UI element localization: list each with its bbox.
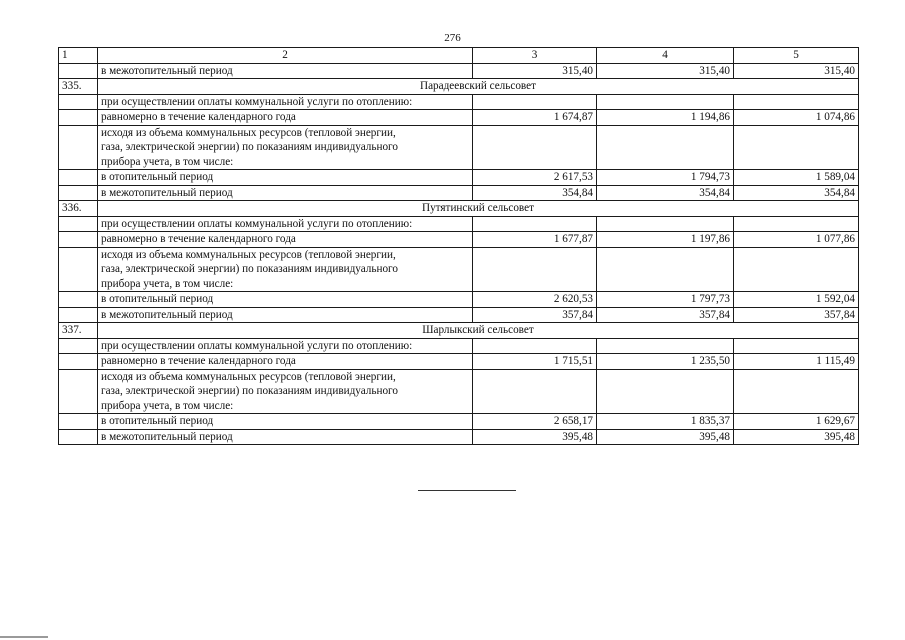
- table-row: [59, 307, 859, 323]
- value-col3: [473, 125, 597, 170]
- value-col4: 1 197,86: [597, 232, 734, 248]
- section-row: [59, 323, 859, 339]
- value-col5: [734, 125, 859, 170]
- row-label: при осуществлении оплаты коммунальной услуги по отоплению:: [98, 338, 473, 354]
- label-line: прибора учета, в том числе:: [101, 277, 234, 290]
- table-row: [59, 338, 859, 354]
- table-row: [59, 94, 859, 110]
- value-col4: [597, 338, 734, 354]
- table-row: [59, 232, 859, 248]
- row-number-cell: [59, 429, 98, 445]
- row-label: в отопительный период: [98, 292, 473, 308]
- row-number-cell: [59, 369, 98, 414]
- section-number: 337.: [59, 323, 98, 339]
- row-label: в межотопительный период: [98, 185, 473, 201]
- value-col4: [597, 125, 734, 170]
- value-col3: 1 677,87: [473, 232, 597, 248]
- value-col4: [597, 216, 734, 232]
- value-col3: 357,84: [473, 307, 597, 323]
- value-col4: 1 235,50: [597, 354, 734, 370]
- value-col3: 2 658,17: [473, 414, 597, 430]
- value-col3: 2 617,53: [473, 170, 597, 186]
- label-line: исходя из объема коммунальных ресурсов (тепловой энергии,: [101, 370, 396, 383]
- label-line: газа, электрической энергии) по показаниям индивидуального: [101, 263, 398, 275]
- label-line: исходя из объема коммунальных ресурсов (тепловой энергии,: [101, 248, 396, 261]
- section-row: [59, 201, 859, 217]
- value-col5: [734, 247, 859, 292]
- label-line: газа, электрической энергии) по показаниям индивидуального: [101, 141, 398, 153]
- section-row: [59, 79, 859, 95]
- value-col4: [597, 94, 734, 110]
- table-row: [59, 369, 859, 414]
- footer-separator-line: [418, 490, 516, 491]
- value-col5: 1 115,49: [734, 354, 859, 370]
- value-col5: 1 589,04: [734, 170, 859, 186]
- value-col3: 1 674,87: [473, 110, 597, 126]
- value-col5: 1 074,86: [734, 110, 859, 126]
- value-col5: [734, 94, 859, 110]
- row-number-cell: [59, 414, 98, 430]
- value-col3: 2 620,53: [473, 292, 597, 308]
- value-col5: 354,84: [734, 185, 859, 201]
- section-number: 335.: [59, 79, 98, 95]
- value-col3: [473, 247, 597, 292]
- table-row: [59, 429, 859, 445]
- column-header-3: 3: [473, 48, 597, 64]
- value-col4: 1 194,86: [597, 110, 734, 126]
- table-row: [59, 125, 859, 170]
- value-col4: 395,48: [597, 429, 734, 445]
- table-row: [59, 216, 859, 232]
- table-row: [59, 110, 859, 126]
- label-line: прибора учета, в том числе:: [101, 399, 234, 412]
- value-col5: 357,84: [734, 307, 859, 323]
- row-number-cell: [59, 170, 98, 186]
- value-col5: [734, 338, 859, 354]
- label-line: прибора учета, в том числе:: [101, 155, 234, 168]
- label-line: исходя из объема коммунальных ресурсов (тепловой энергии,: [101, 126, 396, 139]
- value-col5: [734, 369, 859, 414]
- section-title: Парадеевский сельсовет: [98, 79, 859, 95]
- row-number-cell: [59, 125, 98, 170]
- row-label: при осуществлении оплаты коммунальной услуги по отоплению:: [98, 216, 473, 232]
- row-label-multiline: [98, 369, 473, 414]
- value-col3: 395,48: [473, 429, 597, 445]
- value-col5: 1 077,86: [734, 232, 859, 248]
- value-col5: 315,40: [734, 63, 859, 79]
- label-line: газа, электрической энергии) по показаниям индивидуального: [101, 385, 398, 397]
- column-header-5: 5: [734, 48, 859, 64]
- value-col4: 1 797,73: [597, 292, 734, 308]
- row-number-cell: [59, 232, 98, 248]
- table-row: [59, 354, 859, 370]
- value-col3: 315,40: [473, 63, 597, 79]
- value-col4: 1 794,73: [597, 170, 734, 186]
- value-col5: 1 629,67: [734, 414, 859, 430]
- value-col3: [473, 94, 597, 110]
- value-col4: 1 835,37: [597, 414, 734, 430]
- row-label-multiline: [98, 125, 473, 170]
- row-label: в отопительный период: [98, 414, 473, 430]
- value-col3: [473, 216, 597, 232]
- row-number-cell: [59, 338, 98, 354]
- section-number: 336.: [59, 201, 98, 217]
- row-label-multiline: [98, 247, 473, 292]
- value-col4: [597, 247, 734, 292]
- row-label: равномерно в течение календарного года: [98, 354, 473, 370]
- section-title: Путятинский сельсовет: [98, 201, 859, 217]
- row-label: равномерно в течение календарного года: [98, 232, 473, 248]
- row-number-cell: [59, 216, 98, 232]
- value-col3: 354,84: [473, 185, 597, 201]
- row-label: в отопительный период: [98, 170, 473, 186]
- value-col4: 354,84: [597, 185, 734, 201]
- table-row: [59, 247, 859, 292]
- row-number-cell: [59, 354, 98, 370]
- column-header-2: 2: [98, 48, 473, 64]
- value-col3: 1 715,51: [473, 354, 597, 370]
- value-col4: 315,40: [597, 63, 734, 79]
- table-row: [59, 414, 859, 430]
- row-number-cell: [59, 307, 98, 323]
- value-col5: [734, 216, 859, 232]
- row-label: равномерно в течение календарного года: [98, 110, 473, 126]
- value-col3: [473, 369, 597, 414]
- row-number-cell: [59, 292, 98, 308]
- column-header-1: 1: [59, 48, 98, 64]
- table-row: [59, 170, 859, 186]
- row-number-cell: [59, 63, 98, 79]
- page-number: 276: [444, 32, 461, 44]
- row-number-cell: [59, 94, 98, 110]
- row-label: в межотопительный период: [98, 429, 473, 445]
- section-title: Шарлыкский сельсовет: [98, 323, 859, 339]
- table-row: [59, 292, 859, 308]
- row-label: в межотопительный период: [98, 307, 473, 323]
- value-col3: [473, 338, 597, 354]
- row-number-cell: [59, 185, 98, 201]
- tariff-table: [58, 47, 859, 445]
- value-col5: 395,48: [734, 429, 859, 445]
- row-number-cell: [59, 110, 98, 126]
- column-header-4: 4: [597, 48, 734, 64]
- value-col4: 357,84: [597, 307, 734, 323]
- table-row: [59, 63, 859, 79]
- scan-edge-mark: [0, 636, 48, 638]
- row-label: при осуществлении оплаты коммунальной услуги по отоплению:: [98, 94, 473, 110]
- row-number-cell: [59, 247, 98, 292]
- value-col5: 1 592,04: [734, 292, 859, 308]
- table-row: [59, 185, 859, 201]
- row-label: в межотопительный период: [98, 63, 473, 79]
- value-col4: [597, 369, 734, 414]
- table-header-row: [59, 48, 859, 64]
